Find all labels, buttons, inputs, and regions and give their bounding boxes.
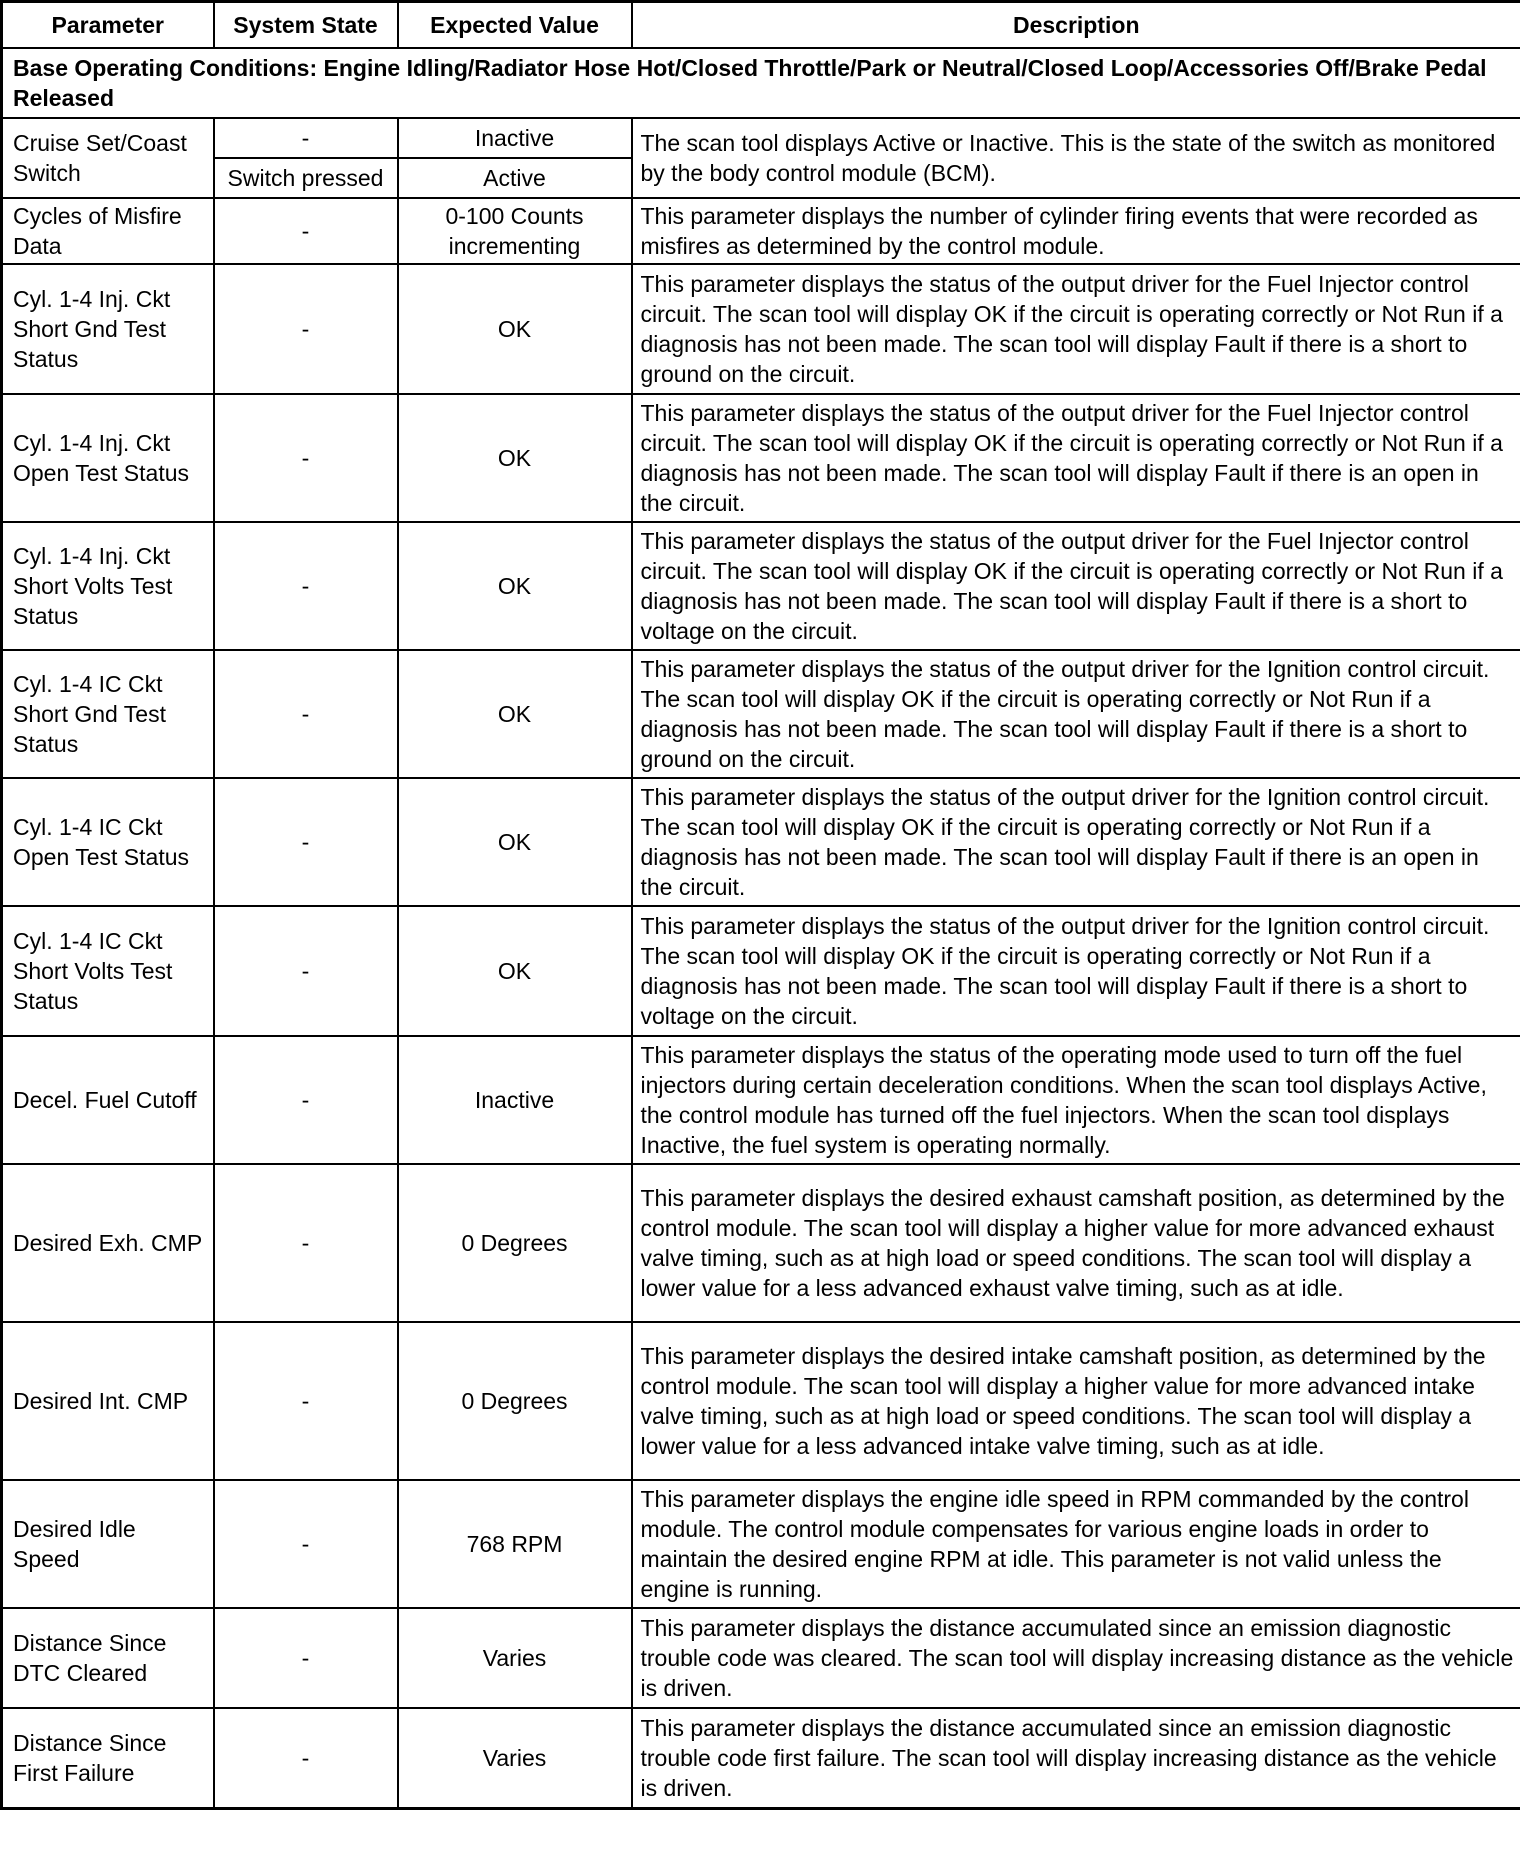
header-system-state: System State <box>214 2 398 49</box>
state-cell: - <box>214 650 398 778</box>
param-cell: Cyl. 1-4 IC Ckt Open Test Status <box>2 778 214 906</box>
param-cell: Cyl. 1-4 Inj. Ckt Short Volts Test Status <box>2 522 214 650</box>
param-cell: Cyl. 1-4 IC Ckt Short Volts Test Status <box>2 906 214 1036</box>
state-cell: - <box>214 1708 398 1809</box>
header-row <box>2 2 1520 49</box>
description-cell: This parameter displays the desired exhaust camshaft position, as determined by the control module. The scan tool will display a higher value for more advanced exhaust valve timing, such as at high load or speed conditions. The scan tool will display a lower value for a less advanced exhaust valve timing, such as at idle. <box>632 1164 1520 1322</box>
state-cell: - <box>214 264 398 394</box>
table-row <box>2 1322 1520 1480</box>
description-cell: This parameter displays the distance accumulated since an emission diagnostic trouble code first failure. The scan tool will display increasing distance as the vehicle is driven. <box>632 1708 1520 1809</box>
description-cell: This parameter displays the engine idle speed in RPM commanded by the control module. The control module compensates for various engine loads in order to maintain the desired engine RPM at idle. This parameter is not valid unless the engine is running. <box>632 1480 1520 1608</box>
state-cell: - <box>214 198 398 264</box>
state-cell: - <box>214 522 398 650</box>
description-cell: This parameter displays the status of the operating mode used to turn off the fuel injectors during certain deceleration conditions. When the scan tool displays Active, the control module has turned off the fuel injectors. When the scan tool displays Inactive, the fuel system is operating normally. <box>632 1036 1520 1164</box>
state-cell: - <box>214 1036 398 1164</box>
value-cell: 768 RPM <box>398 1480 632 1608</box>
param-cell: Cycles of Misfire Data <box>2 198 214 264</box>
param-cell: Desired Exh. CMP <box>2 1164 214 1322</box>
state-cell: - <box>214 1608 398 1708</box>
value-cell: Varies <box>398 1708 632 1809</box>
state-cell: - <box>214 778 398 906</box>
value-cell: OK <box>398 778 632 906</box>
base-conditions-row <box>2 48 1520 118</box>
value-cell: Varies <box>398 1608 632 1708</box>
description-cell: This parameter displays the desired intake camshaft position, as determined by the control module. The scan tool will display a higher value for more advanced intake valve timing, such as at high load or speed conditions. The scan tool will display a lower value for a less advanced intake valve timing, such as at idle. <box>632 1322 1520 1480</box>
param-cell: Distance Since First Failure <box>2 1708 214 1809</box>
table-row <box>2 1036 1520 1164</box>
param-cell: Decel. Fuel Cutoff <box>2 1036 214 1164</box>
description-cell: This parameter displays the status of the output driver for the Ignition control circuit. The scan tool will display OK if the circuit is operating correctly or Not Run if a diagnosis has not been made. The scan tool will display Fault if there is an open in the circuit. <box>632 778 1520 906</box>
value-cell: Inactive <box>398 1036 632 1164</box>
value-cell: OK <box>398 394 632 522</box>
description-cell: This parameter displays the status of the output driver for the Fuel Injector control circuit. The scan tool will display OK if the circuit is operating correctly or Not Run if a diagnosis has not been made. The scan tool will display Fault if there is an open in the circuit. <box>632 394 1520 522</box>
table-row <box>2 1708 1520 1809</box>
table-row <box>2 394 1520 522</box>
description-cell: This parameter displays the status of the output driver for the Ignition control circuit. The scan tool will display OK if the circuit is operating correctly or Not Run if a diagnosis has not been made. The scan tool will display Fault if there is a short to voltage on the circuit. <box>632 906 1520 1036</box>
param-cell: Cyl. 1-4 Inj. Ckt Short Gnd Test Status <box>2 264 214 394</box>
table-row-cruise <box>2 118 1520 158</box>
state-cell: - <box>214 1480 398 1608</box>
param-cell: Cruise Set/Coast Switch <box>2 118 214 198</box>
description-cell: This parameter displays the status of the output driver for the Fuel Injector control circuit. The scan tool will display OK if the circuit is operating correctly or Not Run if a diagnosis has not been made. The scan tool will display Fault if there is a short to voltage on the circuit. <box>632 522 1520 650</box>
state-cell: - <box>214 1164 398 1322</box>
table-row <box>2 522 1520 650</box>
param-cell: Cyl. 1-4 Inj. Ckt Open Test Status <box>2 394 214 522</box>
description-cell: This parameter displays the number of cylinder firing events that were recorded as misfires as determined by the control module. <box>632 198 1520 264</box>
header-parameter: Parameter <box>2 2 214 49</box>
value-cell: OK <box>398 650 632 778</box>
value-cell: Active <box>398 158 632 198</box>
param-cell: Desired Idle Speed <box>2 1480 214 1608</box>
state-cell: - <box>214 118 398 158</box>
value-cell: 0-100 Counts incrementing <box>398 198 632 264</box>
table-row <box>2 1480 1520 1608</box>
state-cell: - <box>214 1322 398 1480</box>
description-cell: This parameter displays the status of the output driver for the Fuel Injector control circuit. The scan tool will display OK if the circuit is operating correctly or Not Run if a diagnosis has not been made. The scan tool will display Fault if there is a short to ground on the circuit. <box>632 264 1520 394</box>
header-description: Description <box>632 2 1520 49</box>
table-row <box>2 198 1520 264</box>
value-cell: Inactive <box>398 118 632 158</box>
table-row <box>2 264 1520 394</box>
state-cell: - <box>214 394 398 522</box>
value-cell: 0 Degrees <box>398 1164 632 1322</box>
value-cell: OK <box>398 264 632 394</box>
description-cell: This parameter displays the distance accumulated since an emission diagnostic trouble code was cleared. The scan tool will display increasing distance as the vehicle is driven. <box>632 1608 1520 1708</box>
value-cell: 0 Degrees <box>398 1322 632 1480</box>
table-row <box>2 778 1520 906</box>
table-row <box>2 650 1520 778</box>
param-cell: Distance Since DTC Cleared <box>2 1608 214 1708</box>
value-cell: OK <box>398 906 632 1036</box>
param-cell: Desired Int. CMP <box>2 1322 214 1480</box>
table-row <box>2 1164 1520 1322</box>
value-cell: OK <box>398 522 632 650</box>
header-expected-value: Expected Value <box>398 2 632 49</box>
state-cell: Switch pressed <box>214 158 398 198</box>
state-cell: - <box>214 906 398 1036</box>
description-cell: The scan tool displays Active or Inactive. This is the state of the switch as monitored by the body control module (BCM). <box>632 118 1520 198</box>
table-row <box>2 1608 1520 1708</box>
param-cell: Cyl. 1-4 IC Ckt Short Gnd Test Status <box>2 650 214 778</box>
base-conditions: Base Operating Conditions: Engine Idling/Radiator Hose Hot/Closed Throttle/Park or Neutral/Closed Loop/Accessories Off/Brake Pedal Released <box>2 48 1520 118</box>
description-cell: This parameter displays the status of the output driver for the Ignition control circuit. The scan tool will display OK if the circuit is operating correctly or Not Run if a diagnosis has not been made. The scan tool will display Fault if there is a short to ground on the circuit. <box>632 650 1520 778</box>
table-row <box>2 906 1520 1036</box>
